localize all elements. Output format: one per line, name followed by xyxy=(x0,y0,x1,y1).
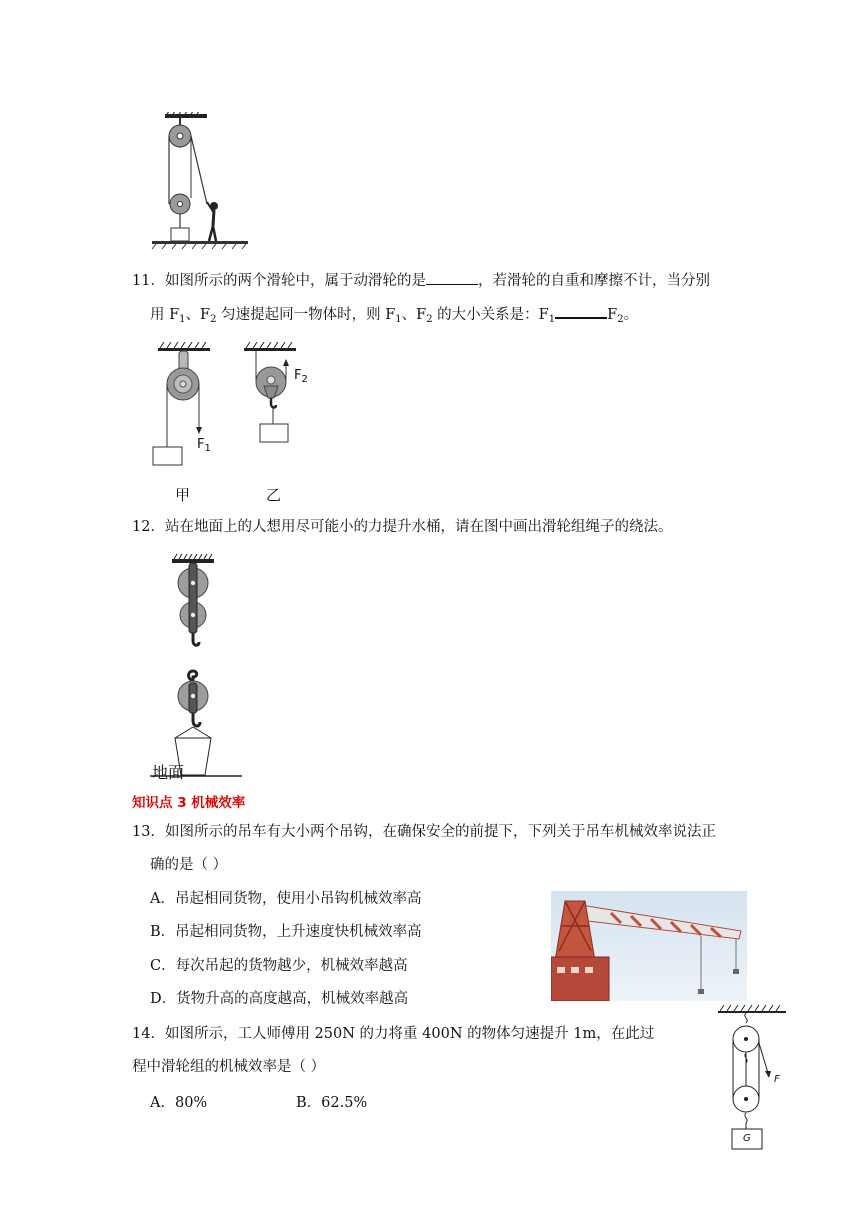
f1-sub: 1 xyxy=(204,443,211,454)
figure-label-yi: 乙 xyxy=(266,486,282,504)
figure-label-jia: 甲 xyxy=(175,486,191,504)
section-title: 知识点 3 机械效率 xyxy=(132,795,246,811)
q14-option-a[interactable]: A．80% xyxy=(150,1095,208,1111)
q11-text-f: F xyxy=(607,307,618,323)
q13-option-a[interactable]: A．吊起相同货物，使用小吊钩机械效率高 xyxy=(150,891,422,907)
sub-2c: 2 xyxy=(617,314,624,325)
q11-line-2 xyxy=(150,303,638,330)
f1-letter: F xyxy=(197,437,205,452)
q14-force-label: F xyxy=(774,1074,780,1085)
force-f1-label xyxy=(197,437,211,454)
q11-text-g: 。 xyxy=(623,307,639,323)
q11-stem-a: 11．如图所示的两个滑轮中，属于动滑轮的是 xyxy=(132,273,426,289)
answer-blank-1[interactable] xyxy=(426,270,478,285)
sub-1c: 1 xyxy=(548,314,556,325)
sub-2b: 2 xyxy=(426,314,433,325)
sub-2: 2 xyxy=(210,314,217,325)
q11-text-d: 、F xyxy=(401,307,427,323)
q11-line-1 xyxy=(132,270,710,291)
answer-blank-2[interactable] xyxy=(555,303,607,319)
pulley-person-figure xyxy=(150,112,260,252)
q13-option-c[interactable]: C．每次吊起的货物越少，机械效率越高 xyxy=(150,958,408,974)
f2-sub: 2 xyxy=(301,374,308,385)
pulley-block-figure xyxy=(150,553,250,783)
q11-stem-b: ，若滑轮的自重和摩擦不计，当分别 xyxy=(477,273,710,289)
sub-1b: 1 xyxy=(395,314,402,325)
q14-stem-line-2: 程中滑轮组的机械效率是（ ） xyxy=(132,1059,326,1075)
q13-stem-line-2: 确的是（ ） xyxy=(150,857,228,873)
q13-option-b[interactable]: B．吊起相同货物，上升速度快机械效率高 xyxy=(150,924,422,940)
q14-pulley-figure xyxy=(714,1003,794,1153)
q13-stem-line-1: 13．如图所示的吊车有大小两个吊钩，在确保安全的前提下，下列关于吊车机械效率说法正 xyxy=(132,824,716,840)
ground-label: 地面 xyxy=(152,763,185,782)
crane-photo xyxy=(551,891,747,1001)
q11-text-a: 用 F xyxy=(150,307,180,323)
q11-text-e: 的大小关系是：F xyxy=(432,307,549,323)
f2-letter: F xyxy=(294,368,302,383)
q14-option-b[interactable]: B．62.5% xyxy=(296,1095,368,1111)
force-f2-label xyxy=(294,368,308,385)
movable-pulley-figure xyxy=(240,342,310,472)
q14-weight-label: G xyxy=(743,1133,751,1144)
q12-stem: 12．站在地面上的人想用尽可能小的力提升水桶，请在图中画出滑轮组绳子的绕法。 xyxy=(132,519,673,535)
q14-stem-line-1: 14．如图所示，工人师傅用 250N 的力将重 400N 的物体匀速提升 1m，在此过 xyxy=(132,1026,655,1042)
sub-1: 1 xyxy=(179,314,186,325)
q11-text-c: 匀速提起同一物体时，则 F xyxy=(216,307,396,323)
q13-option-d[interactable]: D．货物升高的高度越高，机械效率越高 xyxy=(150,991,409,1007)
q11-text-b: 、F xyxy=(185,307,211,323)
